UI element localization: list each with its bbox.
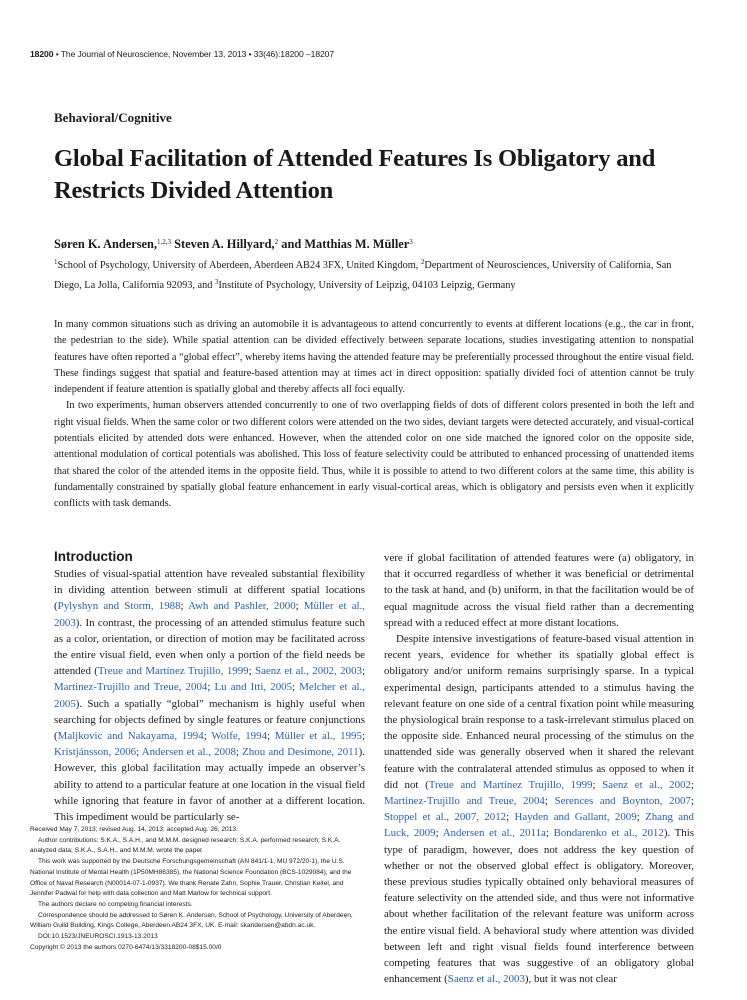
body-text: ; [180,600,189,613]
citation-link[interactable]: Serences and Boynton, 2007 [554,795,691,808]
author-list [54,237,413,252]
body-paragraph [384,631,694,987]
footnote-correspondence: Correspondence should be addressed to Søren K. Andersen, School of Psychology, University of Aberdeen, William Guild Building, Kings College, Aberdeen AB24 3FX, UK. E-mail: skandersen@abdn.ac.uk. [30,911,353,930]
affil-mark: 2 [420,258,425,266]
body-text: ). However, this global facilitation may actually impede an observer’s ability to attend to a particular feature at one location in the visual field while ignoring that feature in favor of another at a different location. This impediment would be particularly se- [54,746,366,824]
footnote-interests: The authors declare no competing financial interests. [38,900,193,908]
citation-link[interactable]: Müller et al., 1995 [274,730,362,743]
body-text: ; [267,730,275,743]
citation-link[interactable]: Saenz et al., 2002, 2003 [255,665,362,678]
citation-link[interactable]: Awh and Pashler, 2000 [188,600,296,613]
citation-link[interactable]: Martinez-Trujillo and Treue, 2004 [54,681,208,694]
body-text: ; [292,681,300,694]
affil-text: Department of Neurosciences, University of California, San Diego, La Jolla, California 92093, and [54,260,672,291]
citation-link[interactable]: Pylyshyn and Storm, 1988 [57,600,181,613]
running-header [30,49,334,59]
section-tag: Behavioral/Cognitive [54,110,172,125]
author-affil-mark: 3 [409,238,413,246]
citation-link[interactable]: Maljkovic and Nakayama, 1994 [57,730,204,743]
body-text: ; [544,795,555,808]
affil-mark: 1 [54,258,58,266]
body-text: ; [506,811,515,824]
left-column [54,548,365,825]
citation-link[interactable]: Andersen et al., 2008 [141,746,236,759]
citation-link[interactable]: Zhang and Luck, 2009 [384,811,694,840]
body-text: ; [690,778,694,791]
citation-link[interactable]: Martinez-Trujillo and Treue, 2004 [384,795,545,808]
abstract-paragraph: In two experiments, human observers attended concurrently to one of two overlapping fields of dots of different colors presented in both the left and right visual fields. When the same color or two different colors were attended on the two sides, deviant targets were detected accurately, and visual-cortical potentials elicited by attended dots were enhanced. However, when the attended color on one side matched the ignored color on the opposite side, attentional modulation of cortical potentials was abolished. This loss of feature selectivity could be attributed to enhanced processing of unattended items that shared the color of the attended items in the opposite field. Thus, while it is possible to attend to two different colors at the same time, this ability is fundamentally constrained by spatially global feature enhancement in early visual-cortical areas, which is obligatory and persists even when it explicitly conflicts with task demands. [54,400,694,510]
affil-mark: 3 [215,278,219,286]
citation-link[interactable]: Andersen et al., 2011a [442,827,546,840]
author-affil-mark: 1,2,3 [157,238,172,246]
citation-link[interactable]: Müller et al., 2003 [54,600,366,629]
body-paragraph: vere if global facilitation of attended features were (a) obligatory, in that it occurred regardless of whether it was beneficial or detrimental to the task at hand, and (b) uniform, in that the facilitation would be of equal magnitude across the visual field rather than a decrementing spread with a reduced effect at more distant locations. [384,552,694,629]
footnote-received: Received May 7, 2013; revised Aug. 14, 2013; accepted Aug. 26, 2013. [30,826,238,833]
citation-link[interactable]: Stoppel et al., 2007, 2012 [384,811,507,824]
body-text: ; [690,795,694,808]
author-name: and Matthias M. Müller [278,237,410,251]
footnote-doi: DOI:10.1523/JNEUROSCI.1913-13.2013 [38,933,158,941]
body-text: Despite intensive investigations of feature-based visual attention in recent years, evidence for whether its spatially global effect is obligatory and/or uniform remains surprisingly sparse. In a typical experimental design, participants attended to a stimulus having the relevant feature on one side of a central fixation point while measuring the physiological brain response to a task-irrelevant stimulus placed on the opposite side. Enhanced neural processing of the stimulus on the unattended side was generally observed when it shared the relevant feature with the contralateral attended stimulus as opposed to when it did not ( [384,633,694,791]
citation-link[interactable]: Wolfe, 1994 [211,730,268,743]
body-text: ; [203,730,212,743]
body-text: ; [136,746,142,759]
page-number: 18200 [30,49,54,59]
body-text: ; [248,665,256,678]
citation-link[interactable]: Treue and Martínez Trujillo, 1999 [97,665,249,678]
citation-link[interactable]: Hayden and Gallant, 2009 [514,811,637,824]
body-text: ; [545,827,554,840]
citation-link[interactable]: Treue and Martínez Trujillo, 1999 [428,778,593,791]
author-name: Søren K. Andersen, [54,237,158,251]
citation-link[interactable]: Bondarenko et al., 2012 [553,827,664,840]
footnotes [30,825,367,953]
body-text: ; [636,811,646,824]
affil-text: Institute of Psychology, University of Leipzig, 04103 Leipzig, Germany [218,280,516,291]
right-column [384,550,694,987]
author-affil-mark: 2 [274,238,279,246]
citation-link[interactable]: Zhou and Desimone, 2011 [242,746,359,759]
body-text: ). This type of paradigm, however, does not address the key question of whether or not the observed global effect is obligatory. Moreover, these previous studies typically obtained only behavioral measures of feature selectivity on the attended side, and thus were not informative about whether facilitation of the relevant feature was uniform across the entire visual field. A behavioral study where attention was divided between left and right visual fields found interference between competing features that was suggestive of an obligatory global enhancement ( [384,827,695,986]
article-title: Global Facilitation of Attended Features Is Obligatory and Restricts Divided Attention [54,145,656,204]
body-text: Studies of visual-spatial attention have revealed substantial flexibility in dividing attention between stimuli at different spatial locations ( [54,568,365,613]
citation-link[interactable]: Saenz et al., 2003 [447,973,525,986]
abstract-paragraph: In many common situations such as driving an automobile it is advantageous to attend concurrently to events at different locations (e.g., the car in front, the pedestrian to the side). While spatial attention can be divided effectively between separate locations, studies investigating attention to nonspatial features have often reported a “global effect”, whereby items having the attended feature may be preferentially processed throughout the entire visual field. These findings suggest that spatial and feature-based attention may at times act in direct opposition: spatially divided foci of attention cannot be truly independent if feature attention is spatially global and thereby affects all foci equally. [54,319,694,396]
body-text: ; [207,681,215,694]
citation-link[interactable]: Kristjánsson, 2006 [54,746,137,759]
footnote-funding: This work was supported by the Deutsche Forschungsgemeinschaft (AN 841/1-1, MU 972/20-1), the U.S. National Institute of Mental Health (1P50MH86385), the National Science Foundation (BCS-1029084), and the Office of Naval Research (N00014-07-1-0937). We thank Renate Zahn, Sophie Trauer, Christian Keitel, and Jennifer Padwal for help with data collection and Matt Marlow for technical support. [30,858,352,898]
affiliations [54,254,694,294]
affil-text: School of Psychology, University of Aberdeen, Aberdeen AB24 3FX, United Kingdom, [57,260,421,271]
body-text: ). Such a spatially “global” mechanism is highly useful when searching for objects defined by single features or feature conjunctions ( [54,697,365,743]
body-text: ; [592,778,603,791]
citation-link[interactable]: Lu and Itti, 2005 [214,681,293,694]
footnote-copyright: Copyright © 2013 the authors 0270-6474/13/3318200-08$15.00/0 [30,943,222,951]
journal-citation: • The Journal of Neuroscience, November 13, 2013 • 33(46):18200 –18207 [53,49,335,59]
body-text: ; [435,827,443,840]
introduction-heading: Introduction [54,549,133,564]
body-text: ; [361,665,365,678]
citation-link[interactable]: Saenz et al., 2002 [602,778,691,791]
author-name: Steven A. Hillyard, [171,237,275,251]
intro-paragraph [54,566,365,825]
footnote-contributions: Author contributions: S.K.A., S.A.H., and M.M.M. designed research; S.K.A. performed research; S.K.A. analyzed data; S.K.A., S.A.H., and M.M.M. wrote the paper. [30,836,341,855]
body-text: ; [361,730,365,743]
body-text: ). In contrast, the processing of an attended stimulus feature such as a color, orientation, or direction of motion may be facilitated across the entire visual field, even when only a portion of the field needs be attended ( [54,616,365,678]
citation-link[interactable]: Melcher et al., 2005 [54,681,365,710]
abstract [54,317,694,513]
body-text: ; [235,746,243,759]
body-text: ), but it was not clear [524,973,617,986]
body-text: ; [295,600,304,613]
